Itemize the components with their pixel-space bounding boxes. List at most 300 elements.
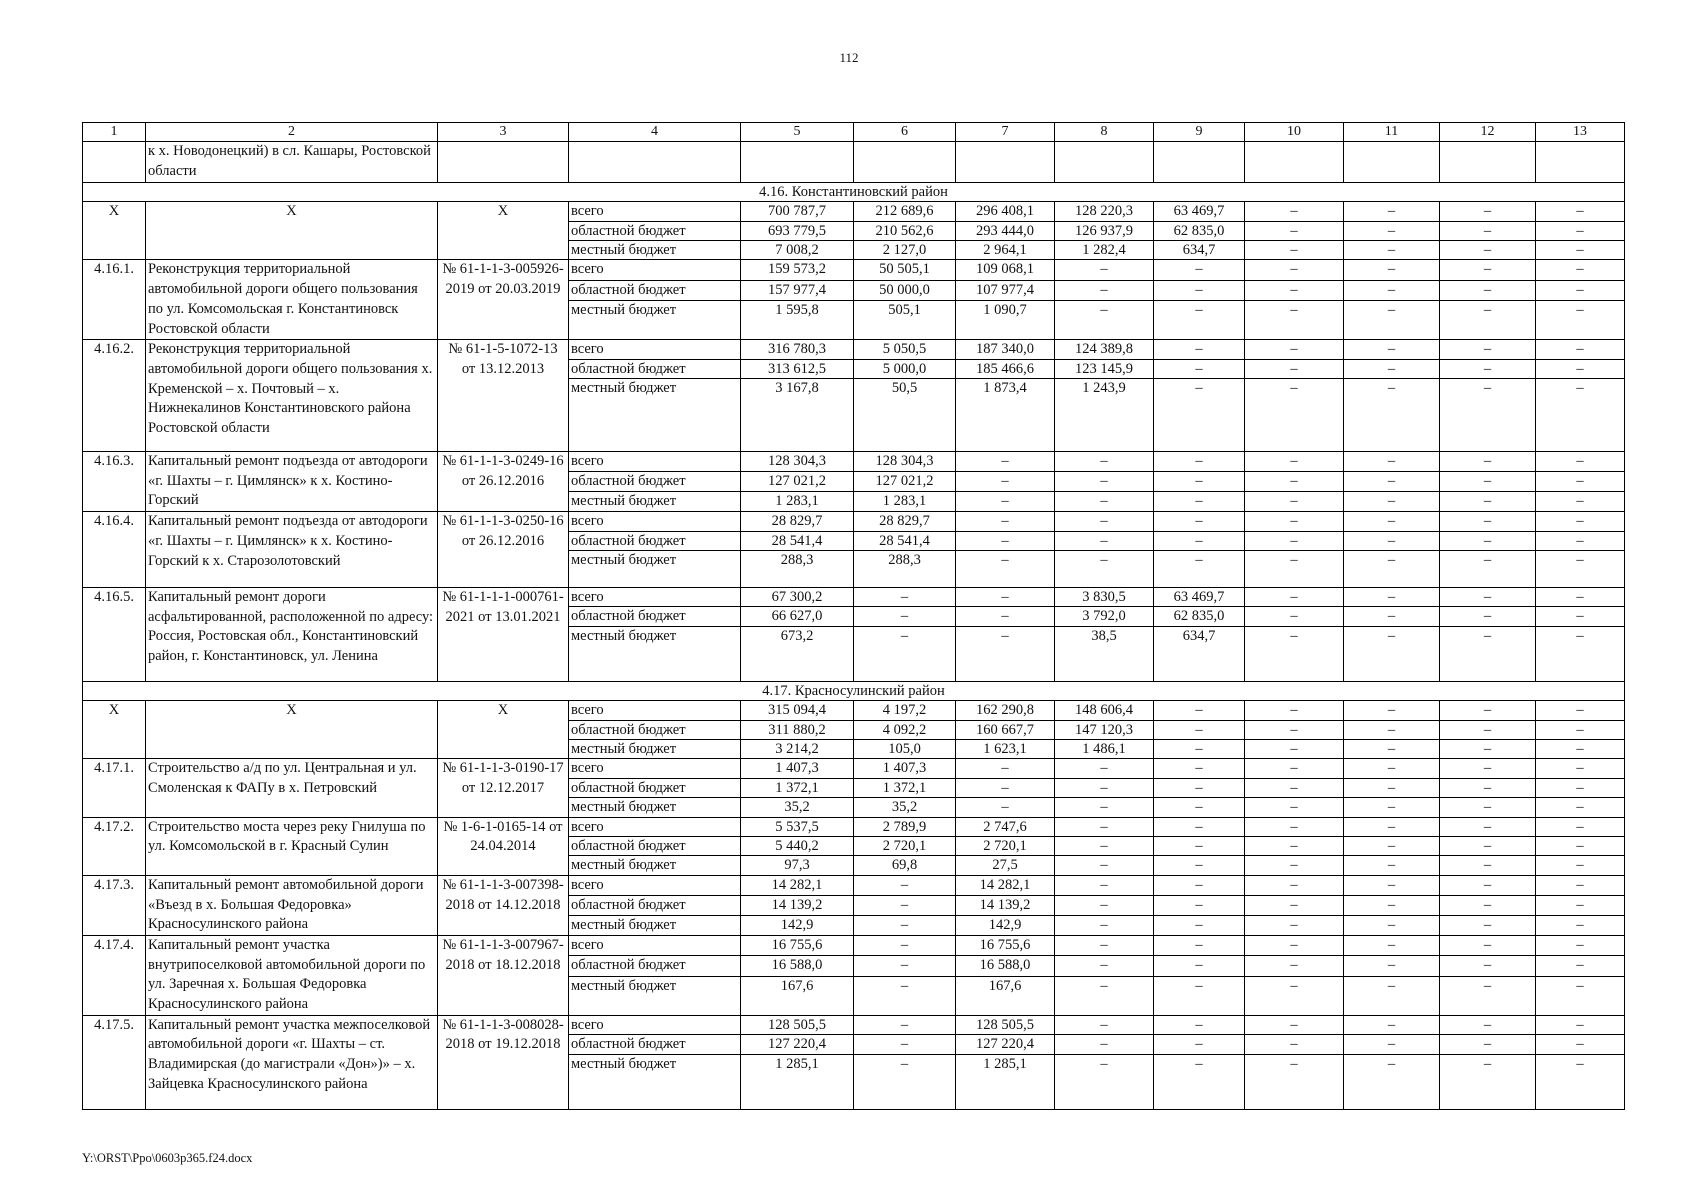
amount-cell: – — [1344, 512, 1440, 531]
amount-cell: – — [956, 550, 1055, 587]
section-header-row — [83, 681, 1625, 700]
amount-cell: 50 505,1 — [854, 260, 956, 280]
amount-cell: – — [1154, 915, 1245, 935]
header-row — [83, 123, 1625, 142]
amount-cell: – — [1245, 915, 1344, 935]
amount-cell: 14 282,1 — [956, 875, 1055, 895]
amount-cell: – — [1245, 359, 1344, 378]
funding-source: местный бюджет — [569, 492, 741, 512]
funding-source: местный бюджет — [569, 379, 741, 452]
amount-cell: – — [1245, 626, 1344, 681]
footer-file-path: Y:\ORST\Ppo\0603p365.f24.docx — [82, 1151, 253, 1165]
column-header: 13 — [1536, 123, 1625, 142]
amount-cell: 313 612,5 — [741, 359, 854, 378]
amount-cell: – — [1536, 778, 1625, 797]
column-header: 11 — [1344, 123, 1440, 142]
amount-cell: – — [1344, 875, 1440, 895]
amount-cell: – — [854, 875, 956, 895]
amount-cell: 128 220,3 — [1055, 202, 1154, 221]
funding-source: всего — [569, 759, 741, 778]
amount-cell: – — [1154, 260, 1245, 280]
amount-cell: – — [1055, 759, 1154, 778]
amount-cell: 127 220,4 — [956, 1035, 1055, 1054]
empty-cell — [438, 142, 569, 182]
amount-cell: 3 214,2 — [741, 740, 854, 759]
continuation-row — [83, 142, 1625, 182]
amount-cell: – — [1536, 492, 1625, 512]
amount-cell: 62 835,0 — [1154, 221, 1245, 240]
amount-cell: – — [1245, 837, 1344, 856]
amount-cell: – — [1154, 798, 1245, 817]
table-row — [83, 452, 1625, 472]
amount-cell: – — [1536, 221, 1625, 240]
amount-cell: – — [1440, 379, 1536, 452]
amount-cell: – — [1344, 340, 1440, 359]
amount-cell: – — [1245, 531, 1344, 550]
amount-cell: – — [1536, 531, 1625, 550]
amount-cell: – — [1245, 1054, 1344, 1109]
funding-source: областной бюджет — [569, 359, 741, 378]
amount-cell: 1 283,1 — [741, 492, 854, 512]
amount-cell: – — [1344, 720, 1440, 739]
empty-cell — [1055, 142, 1154, 182]
amount-cell: – — [1245, 512, 1344, 531]
amount-cell: – — [1440, 512, 1536, 531]
amount-cell: – — [1055, 778, 1154, 797]
amount-cell: – — [956, 531, 1055, 550]
amount-cell: – — [1154, 512, 1245, 531]
amount-cell: – — [1055, 301, 1154, 340]
table-row — [83, 935, 1625, 955]
amount-cell: – — [1245, 221, 1344, 240]
funding-source: областной бюджет — [569, 778, 741, 797]
empty-cell — [1245, 142, 1344, 182]
amount-cell: – — [1055, 452, 1154, 472]
table-row — [83, 340, 1625, 359]
amount-cell: – — [1055, 875, 1154, 895]
funding-source: областной бюджет — [569, 956, 741, 976]
item-name: Строительство а/д по ул. Центральная и ул. Смоленская к ФАПу в х. Петровский — [146, 759, 438, 817]
funding-source: местный бюджет — [569, 301, 741, 340]
amount-cell: – — [1154, 701, 1245, 720]
amount-cell: – — [956, 626, 1055, 681]
amount-cell: – — [1440, 778, 1536, 797]
section-total-row — [83, 202, 1625, 221]
amount-cell: – — [1536, 935, 1625, 955]
amount-cell: – — [1154, 720, 1245, 739]
amount-cell: 693 779,5 — [741, 221, 854, 240]
amount-cell: – — [1440, 798, 1536, 817]
amount-cell: – — [1245, 472, 1344, 492]
section-header-row — [83, 182, 1625, 201]
amount-cell: – — [956, 607, 1055, 626]
amount-cell: – — [956, 492, 1055, 512]
table-row — [83, 260, 1625, 280]
amount-cell: 7 008,2 — [741, 241, 854, 260]
amount-cell: – — [1055, 550, 1154, 587]
amount-cell: 311 880,2 — [741, 720, 854, 739]
amount-cell: – — [1055, 895, 1154, 915]
amount-cell: – — [1154, 759, 1245, 778]
amount-cell: 288,3 — [854, 550, 956, 587]
empty-cell — [741, 142, 854, 182]
amount-cell: 27,5 — [956, 856, 1055, 875]
item-name: Реконструкция территориальной автомобильной дороги общего пользования по ул. Комсомольская г. Константиновск Ростовской области — [146, 260, 438, 340]
amount-cell: – — [1440, 550, 1536, 587]
amount-cell: – — [1055, 956, 1154, 976]
amount-cell: – — [1440, 976, 1536, 1015]
empty-cell — [956, 142, 1055, 182]
funding-source: всего — [569, 260, 741, 280]
item-number: 4.17.1. — [83, 759, 146, 817]
amount-cell: – — [1154, 837, 1245, 856]
amount-cell: 14 282,1 — [741, 875, 854, 895]
amount-cell: – — [1440, 1035, 1536, 1054]
amount-cell: 288,3 — [741, 550, 854, 587]
amount-cell: 2 789,9 — [854, 817, 956, 836]
amount-cell: 1 243,9 — [1055, 379, 1154, 452]
amount-cell: 1 486,1 — [1055, 740, 1154, 759]
amount-cell: – — [1154, 280, 1245, 300]
amount-cell: 105,0 — [854, 740, 956, 759]
document-number: № 61-1-1-1-000761-2021 от 13.01.2021 — [438, 587, 569, 681]
amount-cell: – — [1055, 280, 1154, 300]
amount-cell: 1 285,1 — [741, 1054, 854, 1109]
amount-cell: – — [1245, 759, 1344, 778]
amount-cell: – — [1440, 202, 1536, 221]
document-number: № 61-1-1-3-005926-2019 от 20.03.2019 — [438, 260, 569, 340]
empty-cell — [854, 142, 956, 182]
amount-cell: – — [1055, 915, 1154, 935]
amount-cell: – — [1344, 1054, 1440, 1109]
amount-cell: – — [1245, 1015, 1344, 1034]
amount-cell: 5 440,2 — [741, 837, 854, 856]
amount-cell: – — [1440, 856, 1536, 875]
amount-cell: – — [1344, 379, 1440, 452]
amount-cell: – — [1055, 1035, 1154, 1054]
amount-cell: – — [1440, 492, 1536, 512]
funding-source: местный бюджет — [569, 976, 741, 1015]
amount-cell: 2 747,6 — [956, 817, 1055, 836]
amount-cell: – — [1245, 778, 1344, 797]
amount-cell: – — [1154, 550, 1245, 587]
amount-cell: – — [1344, 452, 1440, 472]
section-title: 4.16. Константиновский район — [83, 182, 1625, 201]
amount-cell: – — [1154, 740, 1245, 759]
amount-cell: 97,3 — [741, 856, 854, 875]
column-header: 10 — [1245, 123, 1344, 142]
funding-source: местный бюджет — [569, 626, 741, 681]
document-number: Х — [438, 701, 569, 759]
amount-cell: 210 562,6 — [854, 221, 956, 240]
amount-cell: – — [1055, 976, 1154, 1015]
funding-source: областной бюджет — [569, 720, 741, 739]
amount-cell: 128 304,3 — [854, 452, 956, 472]
amount-cell: 126 937,9 — [1055, 221, 1154, 240]
document-number: № 61-1-1-3-007967-2018 от 18.12.2018 — [438, 935, 569, 1015]
amount-cell: – — [1344, 202, 1440, 221]
funding-source: всего — [569, 587, 741, 606]
item-number: 4.16.5. — [83, 587, 146, 681]
amount-cell: – — [1536, 837, 1625, 856]
amount-cell: 5 050,5 — [854, 340, 956, 359]
amount-cell: – — [1440, 817, 1536, 836]
amount-cell: – — [1536, 607, 1625, 626]
table-row — [83, 875, 1625, 895]
amount-cell: 293 444,0 — [956, 221, 1055, 240]
page-number: 112 — [839, 50, 859, 65]
amount-cell: 147 120,3 — [1055, 720, 1154, 739]
empty-cell — [1344, 142, 1440, 182]
item-number: 4.16.4. — [83, 512, 146, 588]
amount-cell: – — [854, 1015, 956, 1034]
amount-cell: – — [956, 798, 1055, 817]
amount-cell: – — [1440, 935, 1536, 955]
amount-cell: 1 372,1 — [854, 778, 956, 797]
amount-cell: – — [1154, 778, 1245, 797]
amount-cell: 4 092,2 — [854, 720, 956, 739]
amount-cell: 123 145,9 — [1055, 359, 1154, 378]
amount-cell: – — [1245, 856, 1344, 875]
amount-cell: 14 139,2 — [956, 895, 1055, 915]
table-row — [83, 759, 1625, 778]
amount-cell: – — [1440, 701, 1536, 720]
amount-cell: 128 304,3 — [741, 452, 854, 472]
budget-table — [82, 122, 1625, 1110]
amount-cell: 315 094,4 — [741, 701, 854, 720]
table-row — [83, 587, 1625, 606]
amount-cell: 2 720,1 — [956, 837, 1055, 856]
column-header: 4 — [569, 123, 741, 142]
amount-cell: 1 282,4 — [1055, 241, 1154, 260]
amount-cell: 35,2 — [854, 798, 956, 817]
amount-cell: – — [1344, 221, 1440, 240]
amount-cell: 16 755,6 — [956, 935, 1055, 955]
empty-cell — [569, 142, 741, 182]
amount-cell: 162 290,8 — [956, 701, 1055, 720]
amount-cell: 505,1 — [854, 301, 956, 340]
amount-cell: 1 372,1 — [741, 778, 854, 797]
item-number: 4.16.2. — [83, 340, 146, 452]
amount-cell: – — [1344, 301, 1440, 340]
column-header: 7 — [956, 123, 1055, 142]
amount-cell: – — [1154, 531, 1245, 550]
funding-source: местный бюджет — [569, 550, 741, 587]
section-total-row — [83, 701, 1625, 720]
amount-cell: – — [1344, 531, 1440, 550]
amount-cell: – — [854, 956, 956, 976]
amount-cell: – — [1536, 701, 1625, 720]
empty-cell — [83, 142, 146, 182]
amount-cell: – — [1245, 587, 1344, 606]
amount-cell: 109 068,1 — [956, 260, 1055, 280]
amount-cell: 673,2 — [741, 626, 854, 681]
amount-cell: – — [1344, 1015, 1440, 1034]
amount-cell: – — [1055, 935, 1154, 955]
funding-source: местный бюджет — [569, 1054, 741, 1109]
amount-cell: – — [1440, 875, 1536, 895]
amount-cell: – — [854, 915, 956, 935]
amount-cell: – — [1536, 1054, 1625, 1109]
amount-cell: – — [1536, 817, 1625, 836]
amount-cell: 1 283,1 — [854, 492, 956, 512]
item-number: Х — [83, 202, 146, 260]
amount-cell: – — [1245, 301, 1344, 340]
amount-cell: – — [1344, 1035, 1440, 1054]
funding-source: всего — [569, 452, 741, 472]
amount-cell: 1 407,3 — [741, 759, 854, 778]
amount-cell: 3 167,8 — [741, 379, 854, 452]
amount-cell: – — [1344, 740, 1440, 759]
amount-cell: – — [1055, 1015, 1154, 1034]
amount-cell: – — [1154, 472, 1245, 492]
amount-cell: – — [1440, 740, 1536, 759]
item-name: Х — [146, 701, 438, 759]
document-number: № 61-1-5-1072-13 от 13.12.2013 — [438, 340, 569, 452]
amount-cell: 3 792,0 — [1055, 607, 1154, 626]
amount-cell: 16 755,6 — [741, 935, 854, 955]
amount-cell: – — [1245, 720, 1344, 739]
amount-cell: – — [1154, 379, 1245, 452]
amount-cell: – — [1245, 798, 1344, 817]
amount-cell: – — [1055, 837, 1154, 856]
amount-cell: 38,5 — [1055, 626, 1154, 681]
amount-cell: – — [1536, 202, 1625, 221]
amount-cell: 1 595,8 — [741, 301, 854, 340]
amount-cell: – — [1154, 935, 1245, 955]
amount-cell: – — [1536, 1035, 1625, 1054]
item-number: 4.17.4. — [83, 935, 146, 1015]
amount-cell: – — [1536, 740, 1625, 759]
amount-cell: 35,2 — [741, 798, 854, 817]
item-name: к х. Новодонецкий) в сл. Кашары, Ростовской области — [146, 142, 438, 182]
amount-cell: – — [956, 759, 1055, 778]
amount-cell: – — [1440, 452, 1536, 472]
amount-cell: – — [1440, 531, 1536, 550]
amount-cell: – — [854, 587, 956, 606]
item-number: Х — [83, 701, 146, 759]
amount-cell: – — [1536, 452, 1625, 472]
amount-cell: – — [1245, 1035, 1344, 1054]
amount-cell: 142,9 — [741, 915, 854, 935]
funding-source: всего — [569, 202, 741, 221]
amount-cell: 2 720,1 — [854, 837, 956, 856]
amount-cell: – — [1245, 260, 1344, 280]
amount-cell: 212 689,6 — [854, 202, 956, 221]
amount-cell: – — [1055, 856, 1154, 875]
section-title: 4.17. Красносулинский район — [83, 681, 1625, 700]
document-number: № 61-1-1-3-007398-2018 от 14.12.2018 — [438, 875, 569, 935]
funding-source: областной бюджет — [569, 1035, 741, 1054]
amount-cell: – — [1344, 550, 1440, 587]
amount-cell: – — [1536, 626, 1625, 681]
column-header: 1 — [83, 123, 146, 142]
document-number: № 1-6-1-0165-14 от 24.04.2014 — [438, 817, 569, 875]
amount-cell: – — [1055, 531, 1154, 550]
amount-cell: 50 000,0 — [854, 280, 956, 300]
amount-cell: – — [1245, 379, 1344, 452]
item-name: Х — [146, 202, 438, 260]
amount-cell: – — [1245, 607, 1344, 626]
amount-cell: 2 964,1 — [956, 241, 1055, 260]
column-header: 9 — [1154, 123, 1245, 142]
funding-source: областной бюджет — [569, 280, 741, 300]
amount-cell: – — [1245, 280, 1344, 300]
amount-cell: 700 787,7 — [741, 202, 854, 221]
column-header: 12 — [1440, 123, 1536, 142]
amount-cell: – — [1536, 1015, 1625, 1034]
amount-cell: – — [1536, 260, 1625, 280]
document-number: № 61-1-1-3-0249-16 от 26.12.2016 — [438, 452, 569, 512]
amount-cell: 634,7 — [1154, 241, 1245, 260]
funding-source: областной бюджет — [569, 837, 741, 856]
amount-cell: – — [1344, 856, 1440, 875]
item-name: Капитальный ремонт участка межпоселковой автомобильной дороги «г. Шахты – ст. Владимирская (до магистрали «Дон»)» – х. Зайцевка Красносулинского района — [146, 1015, 438, 1109]
funding-source: всего — [569, 701, 741, 720]
table-row — [83, 1015, 1625, 1034]
funding-source: местный бюджет — [569, 856, 741, 875]
funding-source: местный бюджет — [569, 241, 741, 260]
amount-cell: – — [1536, 915, 1625, 935]
amount-cell: – — [1245, 976, 1344, 1015]
amount-cell: – — [956, 512, 1055, 531]
amount-cell: – — [1440, 359, 1536, 378]
amount-cell: 296 408,1 — [956, 202, 1055, 221]
item-number: 4.17.5. — [83, 1015, 146, 1109]
amount-cell: – — [1440, 472, 1536, 492]
document-number: № 61-1-1-3-008028-2018 от 19.12.2018 — [438, 1015, 569, 1109]
amount-cell: 159 573,2 — [741, 260, 854, 280]
amount-cell: – — [1536, 379, 1625, 452]
funding-source: всего — [569, 935, 741, 955]
amount-cell: – — [1536, 976, 1625, 1015]
amount-cell: – — [1344, 587, 1440, 606]
amount-cell: – — [1536, 550, 1625, 587]
amount-cell: – — [1245, 452, 1344, 472]
amount-cell: – — [1245, 875, 1344, 895]
amount-cell: – — [956, 587, 1055, 606]
item-name: Капитальный ремонт дороги асфальтированной, расположенной по адресу: Россия, Ростовская обл., Константиновский район, г. Константиновск, ул. Ленина — [146, 587, 438, 681]
amount-cell: – — [1536, 359, 1625, 378]
item-name: Капитальный ремонт автомобильной дороги «Въезд в х. Большая Федоровка» Красносулинского района — [146, 875, 438, 935]
column-header: 3 — [438, 123, 569, 142]
amount-cell: – — [1055, 798, 1154, 817]
item-name: Строительство моста через реку Гнилуша по ул. Комсомольской в г. Красный Сулин — [146, 817, 438, 875]
amount-cell: – — [1344, 778, 1440, 797]
amount-cell: – — [1344, 701, 1440, 720]
amount-cell: – — [1154, 1054, 1245, 1109]
amount-cell: – — [1536, 241, 1625, 260]
amount-cell: – — [854, 895, 956, 915]
amount-cell: 28 829,7 — [741, 512, 854, 531]
funding-source: местный бюджет — [569, 798, 741, 817]
amount-cell: – — [1440, 1054, 1536, 1109]
amount-cell: 148 606,4 — [1055, 701, 1154, 720]
amount-cell: 4 197,2 — [854, 701, 956, 720]
amount-cell: 50,5 — [854, 379, 956, 452]
amount-cell: 187 340,0 — [956, 340, 1055, 359]
amount-cell: 67 300,2 — [741, 587, 854, 606]
amount-cell: – — [1245, 241, 1344, 260]
amount-cell: 316 780,3 — [741, 340, 854, 359]
column-header: 6 — [854, 123, 956, 142]
amount-cell: – — [1536, 587, 1625, 606]
item-name: Реконструкция территориальной автомобильной дороги общего пользования х. Кременской – х. Почтовый – х. Нижнекалинов Константиновского района Ростовской области — [146, 340, 438, 452]
amount-cell: – — [1536, 759, 1625, 778]
amount-cell: – — [1440, 260, 1536, 280]
amount-cell: 634,7 — [1154, 626, 1245, 681]
amount-cell: 142,9 — [956, 915, 1055, 935]
